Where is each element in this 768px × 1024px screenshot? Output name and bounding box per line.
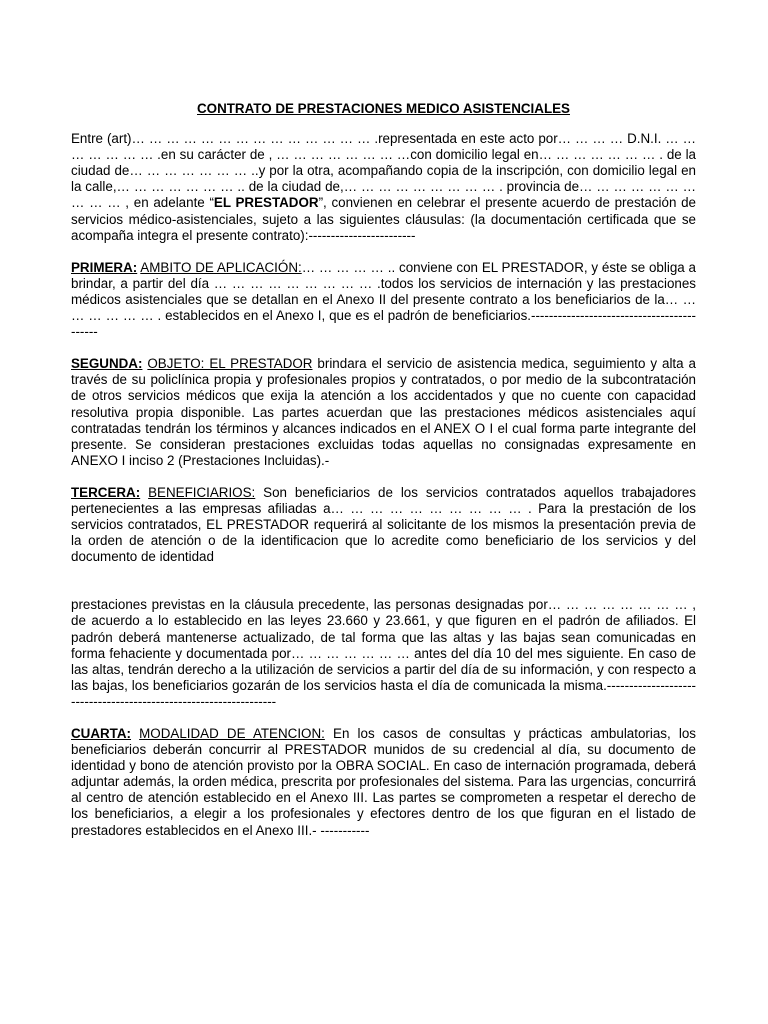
clause-primera-subtitle: AMBITO DE APLICACIÓN: [140, 259, 302, 275]
clause-segunda-heading: SEGUNDA: [71, 356, 143, 372]
clause-segunda-text: brindara el servicio de asistencia medica, seguimiento y alta a través de su policlínica propia y profesionales propios y contratados, o por medio de la subcontratación de otros servicios médicos que exija la atención a los accidentados y que no cuente con capacidad resolutiva propia disponible. Las partes acuerdan que las prestaciones médicos asistenciales aquí contratadas tendrán los términos y alcances indicados en el ANEX O I el cual forma parte integrante del presente. Se consideran prestaciones excluidas todas aquellas no consignadas expresamente en ANEXO I inciso 2 (Prestaciones Incluidas).- [71, 356, 696, 468]
clause-cuarta-subtitle: MODALIDAD DE ATENCION: [139, 726, 325, 741]
continuation-paragraph: prestaciones previstas en la cláusula precedente, las personas designadas por… … … … … … … … , de acuerdo a lo establecido en las leyes 23.660 y 23.661, y que figuren en el padrón de afiliados. El padrón deberá mantenerse actualizado, de tal forma que las altas y las bajas sean comunicadas en forma fehaciente y documentada por… … … … … … … antes del día 10 del mes siguiente. En caso de las altas, tendrán derecho a la utilización de servicios a partir del día de su información, y con respecto a las bajas, los beneficiarios gozarán de los servicios hasta el día de comunicada la misma.------------------------------------------------------------------ [71, 597, 696, 709]
clause-primera-text: … … … … … .. conviene con EL PRESTADOR, y éste se obliga a brindar, a partir del día … … … … … … … … … .todos los servicios de internación y las prestaciones médicos asistenciales que se detallan en el Anexo II del presente contrato a los beneficiarios de la… … … … … … … . establecidos en el Anexo I, que es el padrón de beneficiarios.------------------------------------------- [71, 259, 696, 340]
clause-cuarta [71, 726, 696, 839]
intro-paragraph [71, 131, 696, 244]
spacer [71, 340, 696, 356]
intro-text: Entre (art)… … … … … … … … … … … … … … .representada en este acto por… … … … D.N.I. … … … … … … … .en su carácter de , … … … … … … … …con domicilio legal en… … … … … … … . de la ciudad de… … … … … … … ..y por la otra, acompañando copia de la inscripción, con domicilio legal en la calle,… … … … … … … .. de la ciudad de,… … … … … … … … … . provincia de… … … … … … … … … … , en adelante “ [71, 131, 696, 211]
prestador-bold: EL PRESTADOR [213, 195, 319, 211]
clause-tercera-subtitle: BENEFICIARIOS: [148, 484, 256, 500]
spacer [71, 469, 696, 485]
clause-cuarta-text: En los casos de consultas y prácticas ambulatorias, los beneficiarios deberán concurrir al PRESTADOR munidos de su credencial al día, su documento de identidad y bono de atención provisto por la OBRA SOCIAL. En caso de internación programada, deberá adjuntar además, la orden médica, prescrita por profesionales del sistema. Para las urgencias, concurrirá al centro de atención establecido en el Anexo III. Las partes se comprometen a respetar el derecho de los beneficiarios, a elegir a los profesionales y efectores dentro de los que figuran en el listado de prestadores establecidos en el Anexo III.- ----------- [71, 726, 696, 838]
clause-tercera [71, 485, 696, 565]
clause-segunda-subtitle: OBJETO: EL PRESTADOR [147, 356, 313, 372]
spacer [71, 710, 696, 726]
clause-cuarta-heading: CUARTA: [71, 726, 131, 741]
clause-tercera-text: Son beneficiarios de los servicios contratados aquellos trabajadores pertenecientes a las empresas afiliadas a… … … … … … … … … … . Para la prestación de los servicios contratados, EL PRESTADOR requerirá al solicitante de los mismos la presentación previa de la orden de atención o de la identificacion que lo acredite como beneficiario de los servicios y del documento de identidad [71, 484, 696, 565]
clause-tercera-heading: TERCERA: [71, 484, 141, 500]
clause-primera-heading: PRIMERA: [71, 259, 138, 275]
document-body [71, 101, 696, 839]
intro-text-end: ”, convienen en celebrar el presente acuerdo de prestación de servicios médico-asistenciales, sujeto a las siguientes cláusulas: (la documentación certificada que se acompaña integra el presente contrato):------------------------ [71, 195, 696, 243]
document-title: CONTRATO DE PRESTACIONES MEDICO ASISTENCIALES [197, 101, 570, 116]
page-break-gap [71, 565, 696, 597]
spacer [71, 244, 696, 260]
clause-primera [71, 260, 696, 340]
clause-segunda [71, 356, 696, 469]
